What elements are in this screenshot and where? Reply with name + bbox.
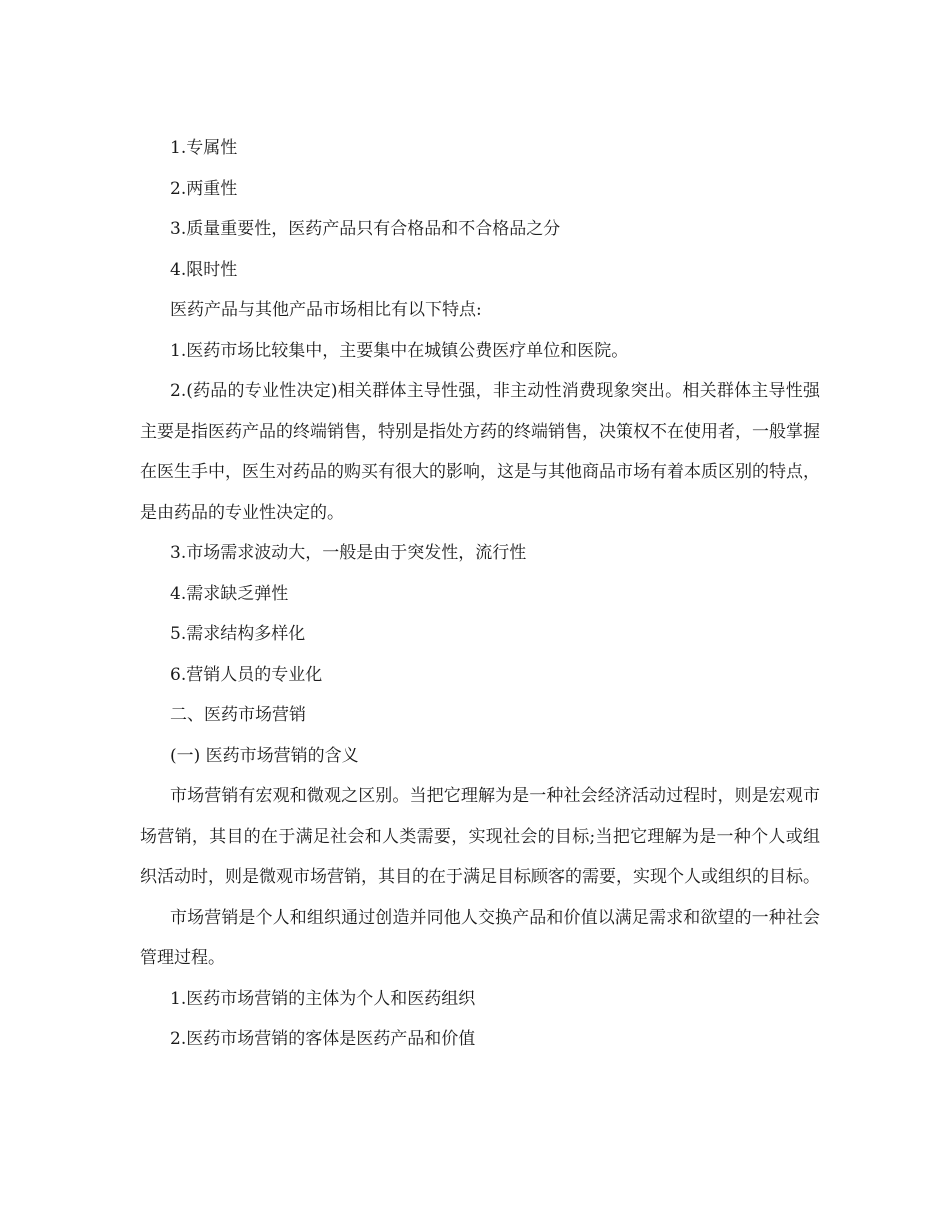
list-item-object: 2.医药市场营销的客体是医药产品和价值 — [170, 1029, 476, 1049]
list-item-demand-fluctuation: 3.市场需求波动大，一般是由于突发性，流行性 — [170, 543, 527, 563]
list-item-duality: 2.两重性 — [170, 178, 238, 199]
list-item-exclusivity: 1.专属性 — [170, 138, 238, 158]
list-item-staff-specialization: 6.营销人员的专业化 — [170, 664, 323, 685]
list-item-quality-importance: 3.质量重要性，医药产品只有合格品和不合格品之分 — [170, 219, 561, 239]
list-item-market-concentration: 1.医药市场比较集中，主要集中在城镇公费医疗单位和医院。 — [170, 340, 629, 361]
market-features-intro: 医药产品与其他产品市场相比有以下特点: — [170, 300, 482, 320]
list-item-demand-inelastic: 4.需求缺乏弹性 — [170, 583, 289, 604]
subsection-heading-meaning: (一) 医药市场营销的含义 — [170, 745, 359, 766]
list-item-subject: 1.医药市场营销的主体为个人和医药组织 — [170, 988, 476, 1009]
list-item-group-dominance: 2.(药品的专业性决定)相关群体主导性强，非主动性消费现象突出。相关群体主导性强主要是指医药产品的终端销售，特别是指处方药的终端销售，决策权不在使用者，一般掌握在医生手中，医生对药品的购买有很大的影响，这是与其他商品市场有着本质区别的特点，是由药品的专业性决定的。 — [140, 381, 820, 523]
document-body — [140, 128, 820, 1060]
paragraph-macro-micro: 市场营销有宏观和微观之区别。当把它理解为是一种社会经济活动过程时，则是宏观市场营销，其目的在于满足社会和人类需要，实现社会的目标;当把它理解为是一种个人或组织活动时，则是微观市场营销，其目的在于满足目标顾客的需要，实现个人或组织的目标。 — [140, 786, 820, 887]
list-item-demand-diversity: 5.需求结构多样化 — [170, 624, 306, 644]
section-heading-marketing: 二、医药市场营销 — [170, 705, 306, 725]
paragraph-definition: 市场营销是个人和组织通过创造并同他人交换产品和价值以满足需求和欲望的一种社会管理过程。 — [140, 907, 820, 968]
list-item-time-limited: 4.限时性 — [170, 259, 238, 280]
